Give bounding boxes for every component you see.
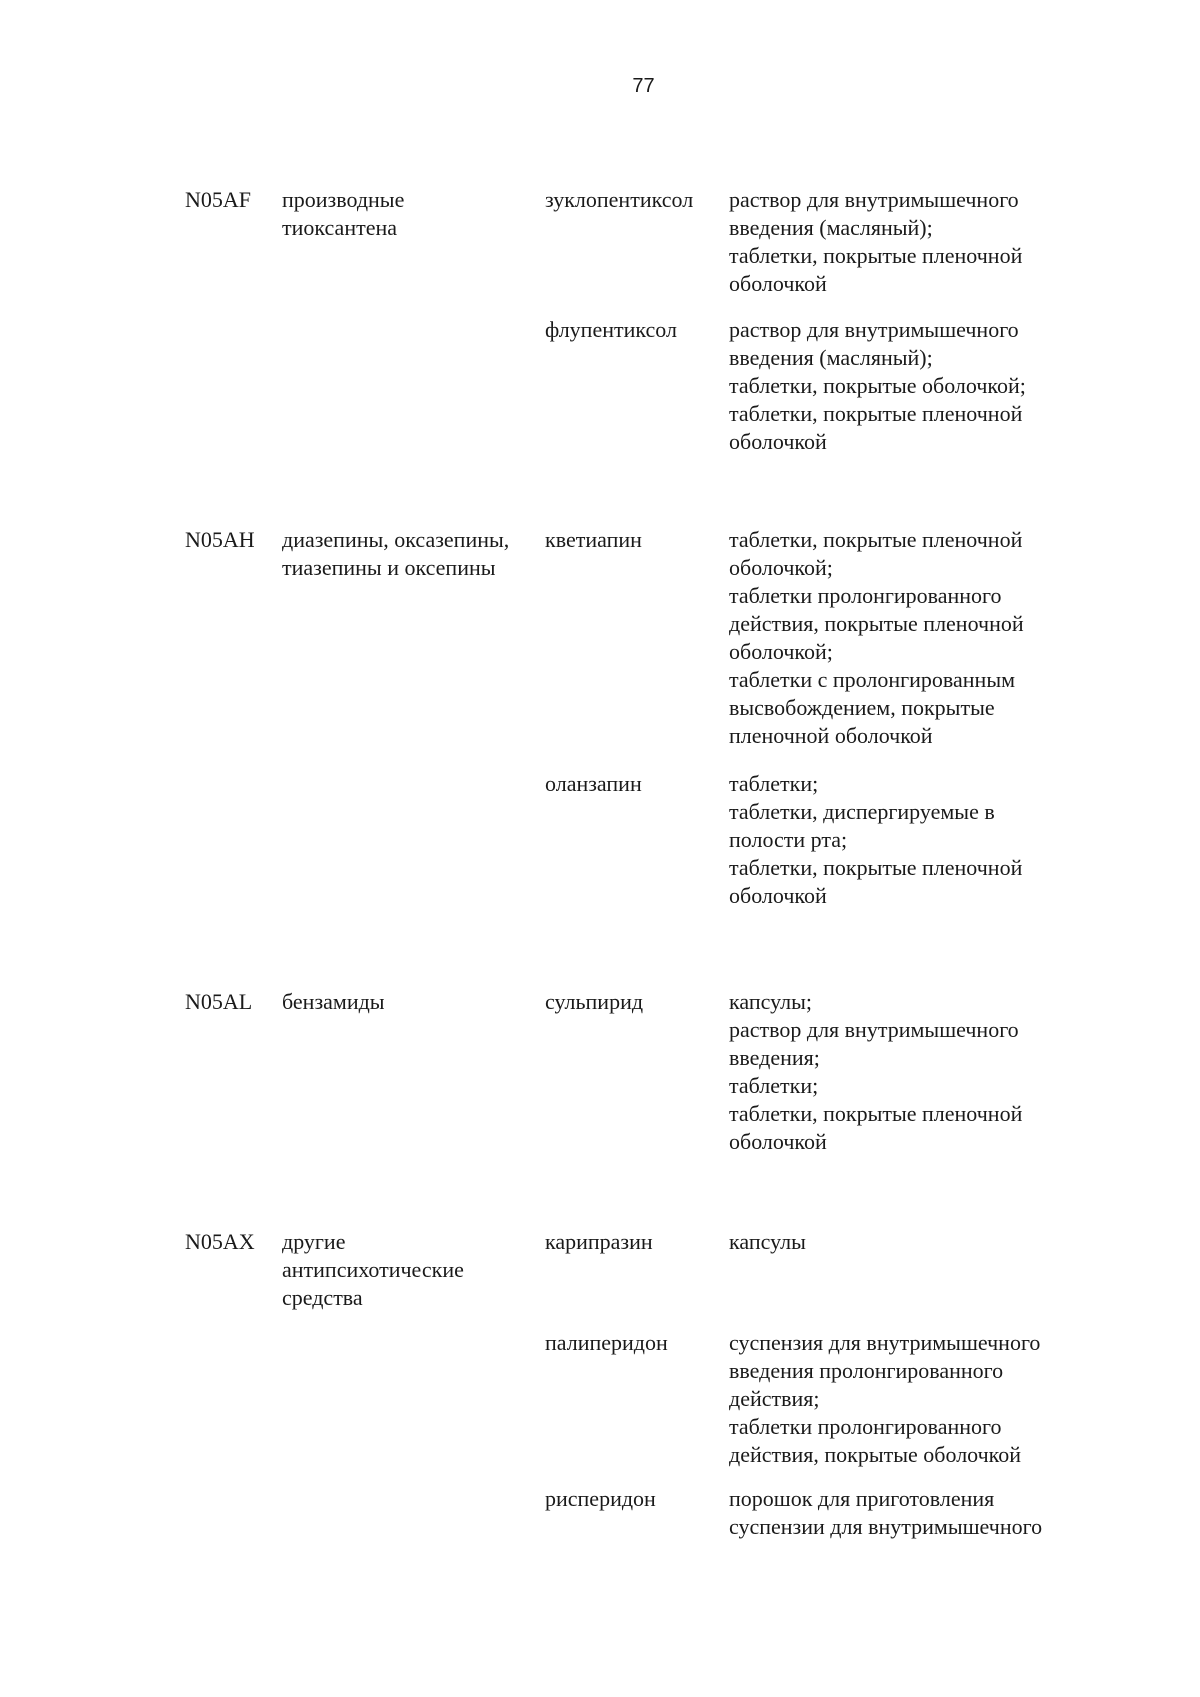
dosage-forms (729, 1329, 1089, 1469)
dosage-form-line: таблетки пролонгированного (729, 583, 1002, 608)
pharmacological-group (282, 1228, 547, 1312)
dosage-form-line: оболочкой (729, 883, 827, 908)
dosage-form-line: суспензии для внутримышечного (729, 1514, 1043, 1539)
dosage-form-line: введения (масляный); (729, 215, 933, 240)
dosage-form-line: оболочкой (729, 1129, 827, 1154)
dosage-form-line: таблетки, диспергируемые в (729, 799, 995, 824)
dosage-form-line: порошок для приготовления (729, 1486, 995, 1511)
drug-name: палиперидон (545, 1330, 668, 1355)
dosage-form-line: таблетки, покрытые пленочной (729, 1101, 1023, 1126)
dosage-form-line: оболочкой (729, 429, 827, 454)
dosage-form-line: таблетки, покрытые оболочкой; (729, 373, 1026, 398)
drug-name: кветиапин (545, 527, 642, 552)
dosage-form-line: полости рта; (729, 827, 848, 852)
group-line: тиоксантена (282, 215, 398, 240)
dosage-forms (729, 770, 1089, 910)
drug-name: оланзапин (545, 771, 642, 796)
dosage-form-line: раствор для внутримышечного (729, 317, 1019, 342)
dosage-form-line: оболочкой; (729, 555, 833, 580)
dosage-form-line: введения пролонгированного (729, 1358, 1004, 1383)
dosage-form-line: оболочкой; (729, 639, 833, 664)
drug-name: сульпирид (545, 989, 644, 1014)
group-line: другие (282, 1229, 346, 1254)
dosage-form-line: действия, покрытые пленочной (729, 611, 1024, 636)
pharmacological-group (282, 526, 547, 582)
atc-code: N05AX (185, 1229, 255, 1254)
pharmacological-group (282, 988, 547, 1016)
dosage-form-line: таблетки, покрытые пленочной (729, 243, 1023, 268)
dosage-form-line: раствор для внутримышечного (729, 187, 1019, 212)
dosage-form-line: таблетки, покрытые пленочной (729, 855, 1023, 880)
dosage-form-line: таблетки, покрытые пленочной (729, 527, 1023, 552)
dosage-forms (729, 526, 1089, 750)
group-line: тиазепины и оксепины (282, 555, 496, 580)
dosage-forms (729, 1228, 1089, 1256)
dosage-form-line: таблетки; (729, 1073, 819, 1098)
dosage-forms (729, 316, 1089, 456)
page-number: 77 (632, 75, 655, 97)
drug-name: флупентиксол (545, 317, 677, 342)
drug-name: зуклопентиксол (545, 187, 694, 212)
atc-code: N05AF (185, 187, 252, 212)
group-line: диазепины, оксазепины, (282, 527, 510, 552)
dosage-form-line: оболочкой (729, 271, 827, 296)
dosage-form-line: суспензия для внутримышечного (729, 1330, 1041, 1355)
atc-code: N05AL (185, 989, 253, 1014)
dosage-forms (729, 1485, 1089, 1541)
group-line: производные (282, 187, 405, 212)
dosage-form-line: капсулы; (729, 989, 812, 1014)
dosage-form-line: пленочной оболочкой (729, 723, 933, 748)
dosage-form-line: таблетки пролонгированного (729, 1414, 1002, 1439)
dosage-form-line: таблетки; (729, 771, 819, 796)
dosage-form-line: раствор для внутримышечного (729, 1017, 1019, 1042)
atc-code: N05AH (185, 527, 255, 552)
dosage-form-line: высвобождением, покрытые (729, 695, 995, 720)
dosage-form-line: введения (масляный); (729, 345, 933, 370)
drug-name: рисперидон (545, 1486, 656, 1511)
group-line: средства (282, 1285, 363, 1310)
dosage-forms (729, 186, 1089, 298)
group-line: антипсихотические (282, 1257, 464, 1282)
group-line: бензамиды (282, 989, 385, 1014)
dosage-form-line: таблетки, покрытые пленочной (729, 401, 1023, 426)
dosage-form-line: капсулы (729, 1229, 806, 1254)
dosage-form-line: введения; (729, 1045, 820, 1070)
dosage-form-line: таблетки с пролонгированным (729, 667, 1016, 692)
dosage-form-line: действия; (729, 1386, 820, 1411)
dosage-forms (729, 988, 1089, 1156)
pharmacological-group (282, 186, 547, 242)
dosage-form-line: действия, покрытые оболочкой (729, 1442, 1022, 1467)
drug-name: карипразин (545, 1229, 653, 1254)
